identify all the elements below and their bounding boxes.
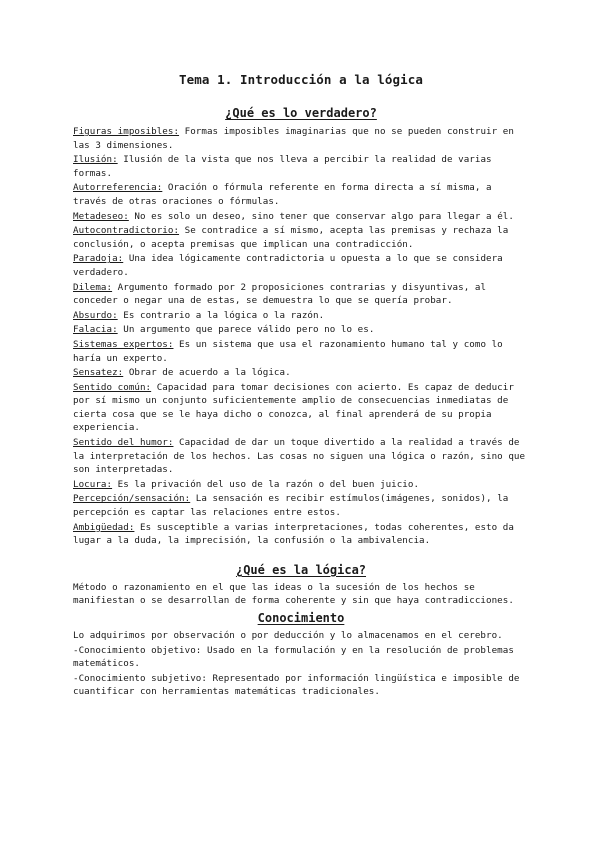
- definition-text: Oración o fórmula referente en forma directa a sí misma, a través de otras oraciones o fórmulas.: [73, 182, 492, 207]
- definition-term: Autorreferencia:: [73, 182, 163, 194]
- document-content: [73, 72, 529, 700]
- definition-text: Un argumento que parece válido pero no lo es.: [117, 324, 375, 336]
- definition-text: Argumento formado por 2 proposiciones contrarias y disyuntivas, al conceder o negar una de estas, se demuestra lo que se quería probar.: [73, 281, 487, 307]
- definition-text: Capacidad para tomar decisiones con acierto. Es capaz de deducir por sí mismo un conjunto suficientemente amplio de consecuencias inmediatas de cierta cosa que se le haya dicho o conozca, al final aprenderá de su propia experiencia.: [73, 381, 514, 434]
- definition-text: Es susceptible a varias interpretaciones, todas coherentes, esto da lugar a la duda, la imprecisión, la confusión o la ambivalencia.: [73, 521, 514, 547]
- page-title: Tema 1. Introducción a la lógica: [178, 72, 424, 87]
- definition-term: Dilema:: [73, 281, 113, 293]
- definition-term: Metadeseo:: [73, 210, 129, 222]
- definition-entry: [73, 436, 529, 477]
- definition-entry: [73, 492, 529, 519]
- knowledge-subjective-paragraph: -Conocimiento subjetivo: Representado por información lingüística e imposible de cuantificar con herramientas matemáticas tradicionales.: [73, 672, 520, 698]
- definition-term: Autocontradictorio:: [73, 225, 180, 237]
- definition-text: Ilusión de la vista que nos lleva a percibir la realidad de varias formas.: [73, 154, 492, 179]
- definition-entry: [73, 381, 529, 435]
- definition-entry: [73, 125, 529, 152]
- definition-term: Percepción/sensación:: [73, 493, 191, 505]
- knowledge-paragraph: Lo adquirimos por observación o por deducción y lo almacenamos en el cerebro.: [73, 630, 503, 641]
- definition-term: Sensatez:: [73, 367, 124, 379]
- definition-entry: [73, 281, 529, 308]
- section-heading-verdadero: ¿Qué es lo verdadero?: [225, 106, 377, 120]
- definition-text: Se contradice a sí mismo, acepta las premisas y rechaza la conclusión, o acepta premisas que implican una contradicción.: [73, 225, 509, 250]
- definition-term: Sistemas expertos:: [73, 338, 174, 350]
- definition-entry: [73, 153, 529, 180]
- definition-text: Obrar de acuerdo a la lógica.: [123, 367, 291, 379]
- definition-term: Absurdo:: [73, 309, 118, 321]
- section-heading-conocimiento: Conocimiento: [257, 611, 345, 625]
- definition-text: Una idea lógicamente contradictoria u opuesta a lo que se considera verdadero.: [73, 253, 503, 278]
- definition-term: Figuras imposibles:: [73, 126, 180, 137]
- definition-text: La sensación es recibir estímulos(imágenes, sonidos), la percepción es captar las relaciones entre estos.: [73, 493, 509, 519]
- definition-term: Ambigüedad:: [73, 521, 135, 533]
- definition-term: Sentido del humor:: [73, 437, 174, 449]
- definition-term: Ilusión:: [73, 154, 118, 166]
- logic-definition-paragraph: Método o razonamiento en el que las ideas o la sucesión de los hechos se manifiestan o se desarrollan de forma coherente y sin que haya contradicciones.: [73, 581, 514, 607]
- definition-entry: [73, 224, 529, 251]
- definition-entry: [73, 521, 529, 548]
- definition-entry: [73, 309, 529, 323]
- definition-term: Paradoja:: [73, 253, 124, 265]
- definition-text: Capacidad de dar un toque divertido a la realidad a través de la interpretación de los hechos. Las cosas no siguen una lógica o razón, sino que son interpretadas.: [73, 437, 526, 476]
- definition-term: Locura:: [73, 478, 113, 490]
- definition-entry: [73, 210, 529, 224]
- definition-text: Es contrario a la lógica o la razón.: [117, 309, 325, 321]
- definition-entry: [73, 323, 529, 337]
- definition-list: [73, 125, 529, 548]
- definition-text: No es solo un deseo, sino tener que conservar algo para llegar a él.: [128, 210, 514, 222]
- knowledge-objective-paragraph: -Conocimiento objetivo: Usado en la formulación y en la resolución de problemas matemáticos.: [73, 644, 514, 670]
- definition-entry: [73, 366, 529, 380]
- definition-text: Es un sistema que usa el razonamiento humano tal y como lo haría un experto.: [73, 338, 503, 364]
- definition-entry: [73, 338, 529, 365]
- definition-term: Falacia:: [73, 324, 118, 336]
- definition-term: Sentido común:: [73, 381, 152, 393]
- definition-entry: [73, 181, 529, 208]
- definition-text: Formas imposibles imaginarias que no se pueden construir en las 3 dimensiones.: [73, 126, 514, 151]
- section-heading-logica: ¿Qué es la lógica?: [235, 562, 367, 577]
- definition-entry: [73, 252, 529, 279]
- definition-entry: [73, 478, 529, 492]
- definition-text: Es la privación del uso de la razón o del buen juicio.: [112, 478, 420, 490]
